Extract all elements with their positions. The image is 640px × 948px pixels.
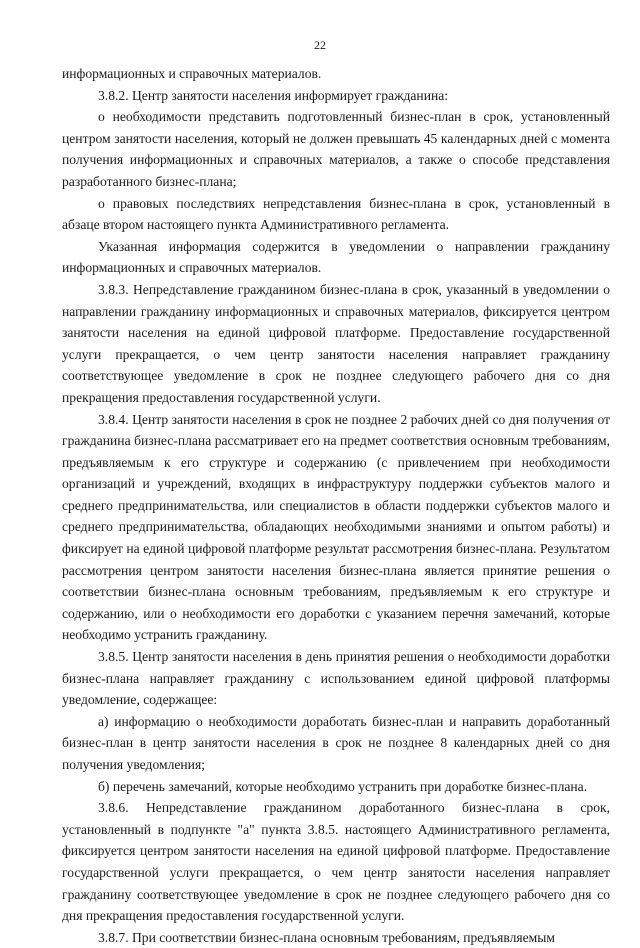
paragraph-notice-info: Указанная информация содержится в уведомлении о направлении гражданину информационных и справочных материалов.	[62, 238, 610, 276]
document-body	[62, 63, 610, 948]
paragraph-bullet-1: о необходимости представить подготовленный бизнес-план в срок, установленный центром занятости населения, который не должен превышать 45 календарных дней с момента получения информационных и справочных материалов, а также о способе представления разработанного бизнес-плана;	[62, 109, 610, 189]
paragraph-3-8-2: 3.8.2. Центр занятости населения информирует гражданина:	[98, 87, 449, 103]
paragraph-bullet-2: о правовых последствиях непредставления бизнес-плана в срок, установленный в абзаце втором настоящего пункта Административного регламента.	[62, 195, 610, 233]
paragraph-item-a: а) информацию о необходимости доработать бизнес-план и направить доработанный бизнес-план в центр занятости населения в срок не позднее 8 календарных дней со дня получения уведомления;	[62, 713, 610, 772]
paragraph-item-b: б) перечень замечаний, которые необходимо устранить при доработке бизнес-плана.	[98, 778, 588, 794]
page-number: 22	[314, 38, 326, 52]
paragraph-continuation: информационных и справочных материалов.	[62, 66, 322, 81]
paragraph-3-8-3: 3.8.3. Непредставление гражданином бизнес-плана в срок, указанный в уведомлении о направлении гражданину информационных и справочных материалов, фиксируется центром занятости населения на единой цифровой платформе. Предоставление государственной услуги прекращается, о чем центр занятости населения направляет гражданину соответствующее уведомление в срок не позднее следующего рабочего дня со дня прекращения предоставления государственной услуги.	[62, 281, 610, 405]
paragraph-3-8-7: 3.8.7. При соответствии бизнес-плана основным требованиям, предъявляемым	[98, 929, 556, 945]
paragraph-3-8-4: 3.8.4. Центр занятости населения в срок не позднее 2 рабочих дней со дня получения от гражданина бизнес-плана рассматривает его на предмет соответствия основным требованиям, предъявляемым к его структуре и содержанию (с привлечением при необходимости организаций и учреждений, входящих в инфраструктуру поддержки субъектов малого и среднего предпринимательства, или специалистов в области поддержки субъектов малого и среднего предпринимательства, обладающих необходимыми знаниями и опытом работы) и фиксирует на единой цифровой платформе результат рассмотрения бизнес-плана. Результатом рассмотрения центром занятости населения бизнес-плана является принятие решения о соответствии бизнес-плана основным требованиям, предъявляемым к его структуре и содержанию, или о необходимости его доработки с указанием перечня замечаний, которые необходимо устранить гражданину.	[62, 411, 610, 643]
paragraph-3-8-6: 3.8.6. Непредставление гражданином доработанного бизнес-плана в срок, установленный в подпункте "а" пункта 3.8.5. настоящего Административного регламента, фиксируется центром занятости населения на единой цифровой платформе. Предоставление государственной услуги прекращается, о чем центр занятости населения направляет гражданину соответствующее уведомление в срок не позднее следующего рабочего дня со дня прекращения предоставления государственной услуги.	[62, 800, 610, 924]
paragraph-3-8-5: 3.8.5. Центр занятости населения в день принятия решения о необходимости доработки бизнес-плана направляет гражданину с использованием единой цифровой платформы уведомление, содержащее:	[62, 649, 610, 708]
